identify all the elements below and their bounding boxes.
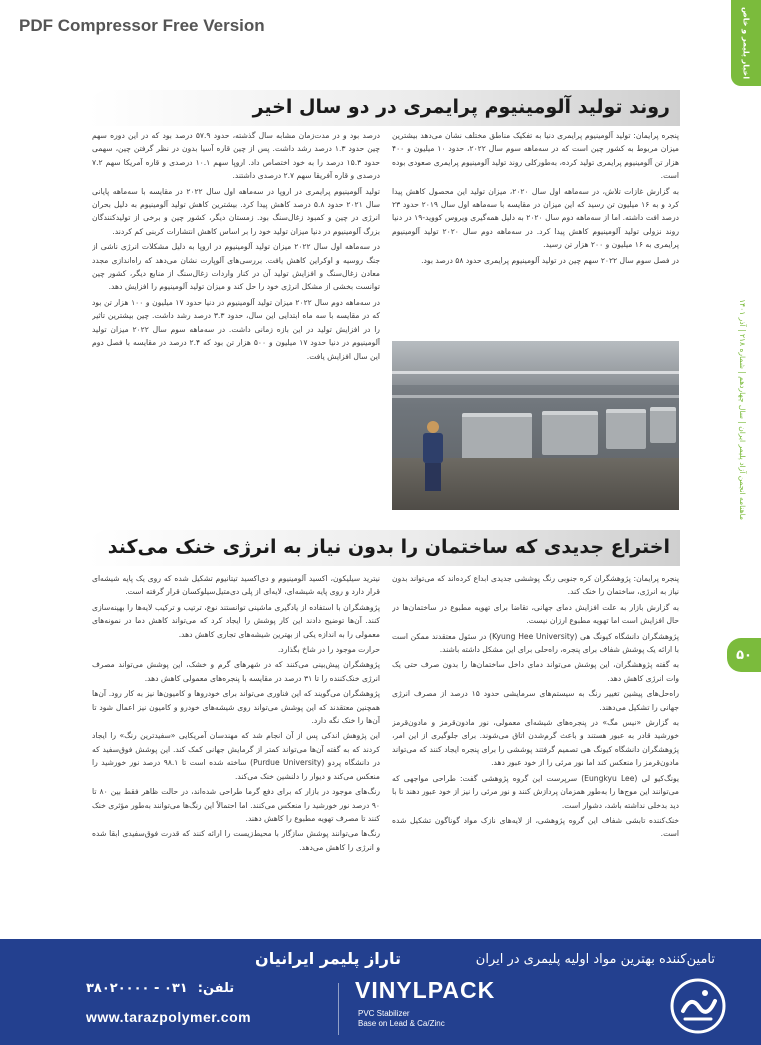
section-side-tab [731,0,761,86]
ad-website: www.tarazpolymer.com [86,1009,252,1025]
ad-product-description [358,1009,445,1029]
worker-figure [420,421,446,491]
article1-title: روند تولید آلومینیوم پرایمری در دو سال اخیر [252,96,670,118]
watermark-text: PDF Compressor Free Version [19,16,265,35]
ad-company-name: تاراز پلیمر ایرانیان [255,949,401,968]
ad-tagline: تامین‌کننده بهترین مواد اولیه پلیمری در ایران [475,952,715,967]
article2-left-paragraph: پژوهشگران می‌گویند که این فناوری می‌تواند برای خودروها و کامیون‌ها نیز به کار رود. آن‌ها همچنین معتقدند که این پوشش می‌تواند روی شیشه‌های خودرو و کامیون نیز اعمال شود تا آن‌ها را خنک نگه دارد. [92,689,380,726]
article2-left-paragraph: پژوهشگران با استفاده از یادگیری ماشینی توانستند نوع، ترتیب و ترکیب لایه‌ها را بهینه‌سازی کنند. آن‌ها توضیح دادند این کار پوشش را ایجاد کرد که می‌تواند کاهش دما در نمونه‌های معمولی را به اندازه یکی از بهترین شیشه‌های تجاری کاهش دهد. [92,602,380,639]
article2-left-paragraph: پژوهشگران پیش‌بینی می‌کنند که در شهرهای گرم و خشک، این پوشش می‌تواند مصرف انرژی خنک‌کننده را تا ۳۱ درصد در مقایسه با پنجره‌های معمولی کاهش دهد. [92,660,380,683]
article1-left-paragraph: در سه‌ماهه دوم سال ۲۰۲۲ میزان تولید آلومینیوم در دنیا حدود ۱۷ میلیون و ۱۰۰ هزار تن بود که در مقایسه با سه ماه ابتدایی این سال، حدود ۳.۳ درصد رشد داشت. چین بیشترین تاثیر را در افزایش تولید در این بازه زمانی داشت. در سه‌ماهه سوم سال ۲۰۲۲ میزان تولید آلومینیوم در دنیا حدود ۱۷ میلیون و ۵۰۰ هزار تن بود که ۲.۴ درصد در مقایسه با فصل دوم این سال افزایش یافت. [92,297,380,361]
article2-right-paragraph: پنجره پرایمان: پژوهشگران کره جنوبی رنگ پوششی جدیدی ابداع کرده‌اند که می‌تواند بدون نیاز به انرژی، ساختمان را خنک کند. [392,574,679,597]
article1-right-paragraph: پنجره پرایمان: تولید آلومینیوم پرایمری دنیا به تفکیک مناطق مختلف نشان می‌دهد بیشترین میزان مربوط به کشور چین است که در سه‌ماهه سوم سال ۲۰۲۲، حدود ۱۰ میلیون و ۴۰۰ هزار تن آلومینیوم پرایمری تولید کرده، به‌طورکلی روند تولید آلومینیوم پرایمری صعودی بوده است. [392,131,679,181]
article1-right-paragraph: به گزارش غازات تلاش، در سه‌ماهه اول سال ۲۰۲۰، میزان تولید این محصول کاهش پیدا کرد و به ۱۶ میلیون تن رسید که این میزان در مقایسه با سه‌ماهه اول سال ۲۰۱۹ حدود ۲۳ درصد افت داشته. اما از سه‌ماهه دوم سال ۲۰۲۰ به دلیل همه‌گیری ویروس کووید-۱۹ در دنیا روند نزولی تولید آلومینیوم کاهش پیدا کرد. در سه‌ماهه دوم سال ۲۰۲۰ تولید آلومینیوم پرایمری به ۱۶ میلیون و ۲۰۰ هزار تن رسید. [392,186,679,250]
ad-brand: VINYLPACK [355,977,496,1003]
smelter-photo [392,341,679,510]
article2-right-paragraph: راه‌حل‌های پیشین تغییر رنگ به سیستم‌های سرمایشی حدود ۱۵ درصد از مصرف انرژی جهانی را تشکیل می‌دهند. [392,689,679,712]
article2-right-paragraph: یونگ‌کیو لی (Eungkyu Lee) سرپرست این گروه پژوهشی گفت: طراحی مواجهی که می‌توانند این موج‌ها را به‌طور همزمان پردازش کنند و نور مرئی را نیز از خود عبور دهند تا با دید بدخلی نداشته باشد، دشوار است. [392,773,679,810]
ad-product-line: Base on Lead & Ca/Zinc [358,1019,445,1028]
ad-product-line: PVC Stabilizer [358,1009,410,1018]
article2-left-column [92,572,380,924]
magazine-issue-info: ماهنامه انجمن آزاد پلیمر ایران | سال چهاردهم | شماره ۲۱۸ | آذر ۱۴۰۱ [738,299,747,520]
article2-left-paragraph: رنگ‌های موجود در بازار که برای دفع گرما طراحی شده‌اند، در حالت ظاهر فقط بین ۸۰ تا ۹۰ درصد نور خورشید را منعکس می‌کنند. اما احتمالاً این رنگ‌ها می‌توانند به‌طور مؤثری خنک کنند تا مصرف تهویه مطبوع را کاهش دهند. [92,787,380,823]
article1-left-column [92,129,380,513]
page-number: ۵۰ [727,638,761,672]
ad-phone-label: تلفن: [197,981,235,996]
article2-left-paragraph: حرارت موجود را در شاخ بگذارد. [277,645,380,655]
article1-left-paragraph: تولید آلومینیوم پرایمری در اروپا در سه‌ماهه اول سال ۲۰۲۲ در مقایسه با سه‌ماهه پایانی سال ۲۰۲۱ حدود ۵.۸ درصد کاهش پیدا کرد. بیشترین کاهش تولید آلومینیوم به دلیل بحران انرژی در چین و کمبود زغال‌سنگ بود. زمستان دیگر، کشور چین و برخی از تولیدکنندگان بزرگ آلومینیوم در دنیا میزان تولید خود را بر اساس کاهش انتشارات کربنی کم کردند. [92,186,380,236]
article2-right-paragraph: پژوهشگران دانشگاه کیونگ هی (Kyung Hee University) در سئول معتقدند ممکن است با ارائه یک پوشش شفاف برای پنجره، راه‌حلی برای این مشکل داشته باشند. [392,631,679,655]
taraz-logo-icon [669,977,727,1035]
section-side-tab-label: اخبار پلیمر و خاص [741,6,751,80]
article1-left-paragraph: درصد بود و در مدت‌زمان مشابه سال گذشته، حدود ۵۷.۹ درصد بود که در این دوره سهم چین حدود ۱.۳ درصد رشد داشت. پس از چین قاره آسیا بدون در نظر گرفتن چین، سهمی حدود ۱۵.۳ درصد را به خود اختصاص داد. اروپا سهم ۱۰.۱ درصدی و قاره آمریکا سهم ۷.۲ درصدی و قاره آفریقا سهم ۲.۷ درصدی داشتند. [92,131,380,181]
article2-right-paragraph: به گفته پژوهشگران، این پوشش می‌تواند دمای داخل ساختمان‌ها را بدون صرف حتی یک وات انرژی کاهش دهد. [392,660,679,683]
article2-left-paragraph: رنگ‌ها می‌توانند پوشش سازگار با محیط‌زیست را ارائه کنند که قدرت فوق‌سفیدی ابقا شده و انرژی را کاهش می‌دهد. [92,829,380,852]
article2-title: اختراع جدیدی که ساختمان را بدون نیاز به انرژی خنک می‌کند [107,536,670,558]
article2-header [88,530,680,566]
article1-right-column [392,129,679,337]
footer-advertisement [0,939,761,1045]
article2-right-paragraph: به گزارش «نیس مگ» در پنجره‌های شیشه‌ای معمولی، نور مادون‌قرمز و مادون‌قرمز خورشید قادر به عبور هستند و باعث گرم‌شدن اتاق می‌شوند. برای جلوگیری از این امر، پژوهشگران دانشگاه کیونگ هی تصمیم گرفتند پوششی را برای پنجره ایجاد کنند که می‌تواند مادون‌قرمز را منعکس کند اما نور مرئی را از خود عبور دهد. [392,718,679,768]
article2-left-paragraph: نیترید سیلیکون، اکسید آلومینیوم و دی‌اکسید تیتانیوم تشکیل شده که روی یک پایه شیشه‌ای قرار دارد و روی پایه شیشه‌ای، لایه‌ای از پلی دی‌متیل‌سیلوکسان قرار گرفته است. [92,574,380,597]
article1-left-paragraph: در سه‌ماهه اول سال ۲۰۲۲ میزان تولید آلومینیوم در اروپا به دلیل مشکلات انرژی ناشی از جنگ روسیه و اوکراین کاهش یافت. بررسی‌های آلوپارت نشان می‌دهد که راه‌اندازی مجدد معادن زغال‌سنگ و افزایش تولید آن در کنار واردات زغال‌سنگ از منابع دیگر، کشور چین توانست بخشی از مشکل انرژی خود را حل کند و میزان تولید آلومینیوم را افزایش دهد. [92,242,380,292]
article1-header [88,90,680,126]
article1-right-paragraph: در فصل سوم سال ۲۰۲۲ سهم چین در تولید آلومینیوم پرایمری حدود ۵۸ درصد بود. [421,255,679,265]
ad-phone-row [86,981,234,996]
ad-phone-number: ۰۳۱ - ۳۸۰۲۰۰۰۰ [86,981,188,996]
article2-right-paragraph: به گزارش بازار به علت افزایش دمای جهانی، تقاضا برای تهویه مطبوع در ساختمان‌ها در حال افزایش است اما تهویه مطبوع ارزان نیست. [392,602,679,626]
article2-right-column [392,572,679,924]
ad-divider [338,983,339,1035]
article2-right-paragraph: خنک‌کننده تابشی شفاف این گروه پژوهشی، از لایه‌های نازک مواد گوناگون تشکیل شده است. [392,815,679,839]
article2-left-paragraph: این پژوهش اندکی پس از آن انجام شد که مهندسان آمریکایی «سفیدترین رنگ» را ایجاد کردند که به گفته آن‌ها می‌تواند کمتر از گرمایش جهانی کمک کند. این پوشش فوق‌سفید که در دانشگاه پردو (Purdue University) ساخته شده است تا ۹۸.۱ درصد نور خورشید را منعکس می‌کند و دیوار را دلنشین خنک می‌کند. [92,731,380,781]
